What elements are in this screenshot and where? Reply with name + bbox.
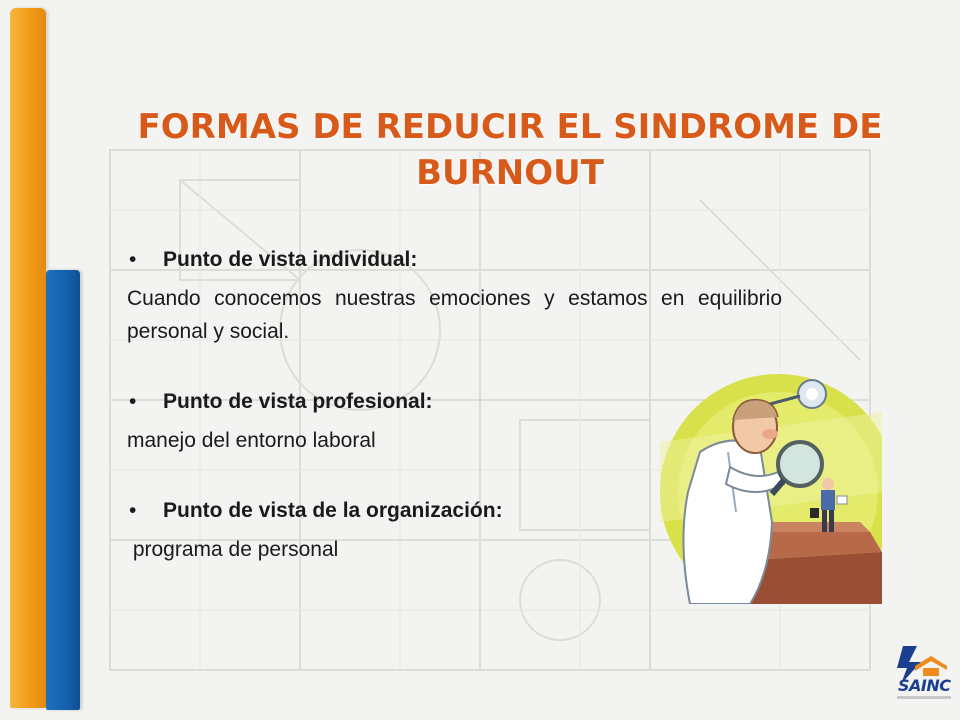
logo-text: SAINC: [898, 676, 951, 695]
section-text: programa de personal: [127, 538, 339, 561]
bullet-item: [127, 244, 782, 276]
slide-title: FORMAS DE REDUCIR EL SINDROME DE BURNOUT: [137, 107, 883, 193]
bullet-heading: Punto de vista individual:: [163, 248, 418, 271]
section-text: Cuando conocemos nuestras emociones y estamos en equilibrio personal y social.: [127, 287, 782, 343]
section-text: manejo del entorno laboral: [127, 429, 376, 452]
blue-side-bar: [46, 270, 80, 710]
orange-side-bar: [10, 8, 46, 708]
bullet-heading: Punto de vista profesional:: [163, 390, 433, 413]
bullet-icon: •: [129, 390, 137, 413]
inspector-illustration: [660, 372, 882, 604]
bullet-icon: •: [129, 248, 137, 271]
bullet-heading: Punto de vista de la organización:: [163, 499, 503, 522]
bullet-icon: •: [129, 499, 137, 522]
logo-underline: [897, 696, 951, 699]
